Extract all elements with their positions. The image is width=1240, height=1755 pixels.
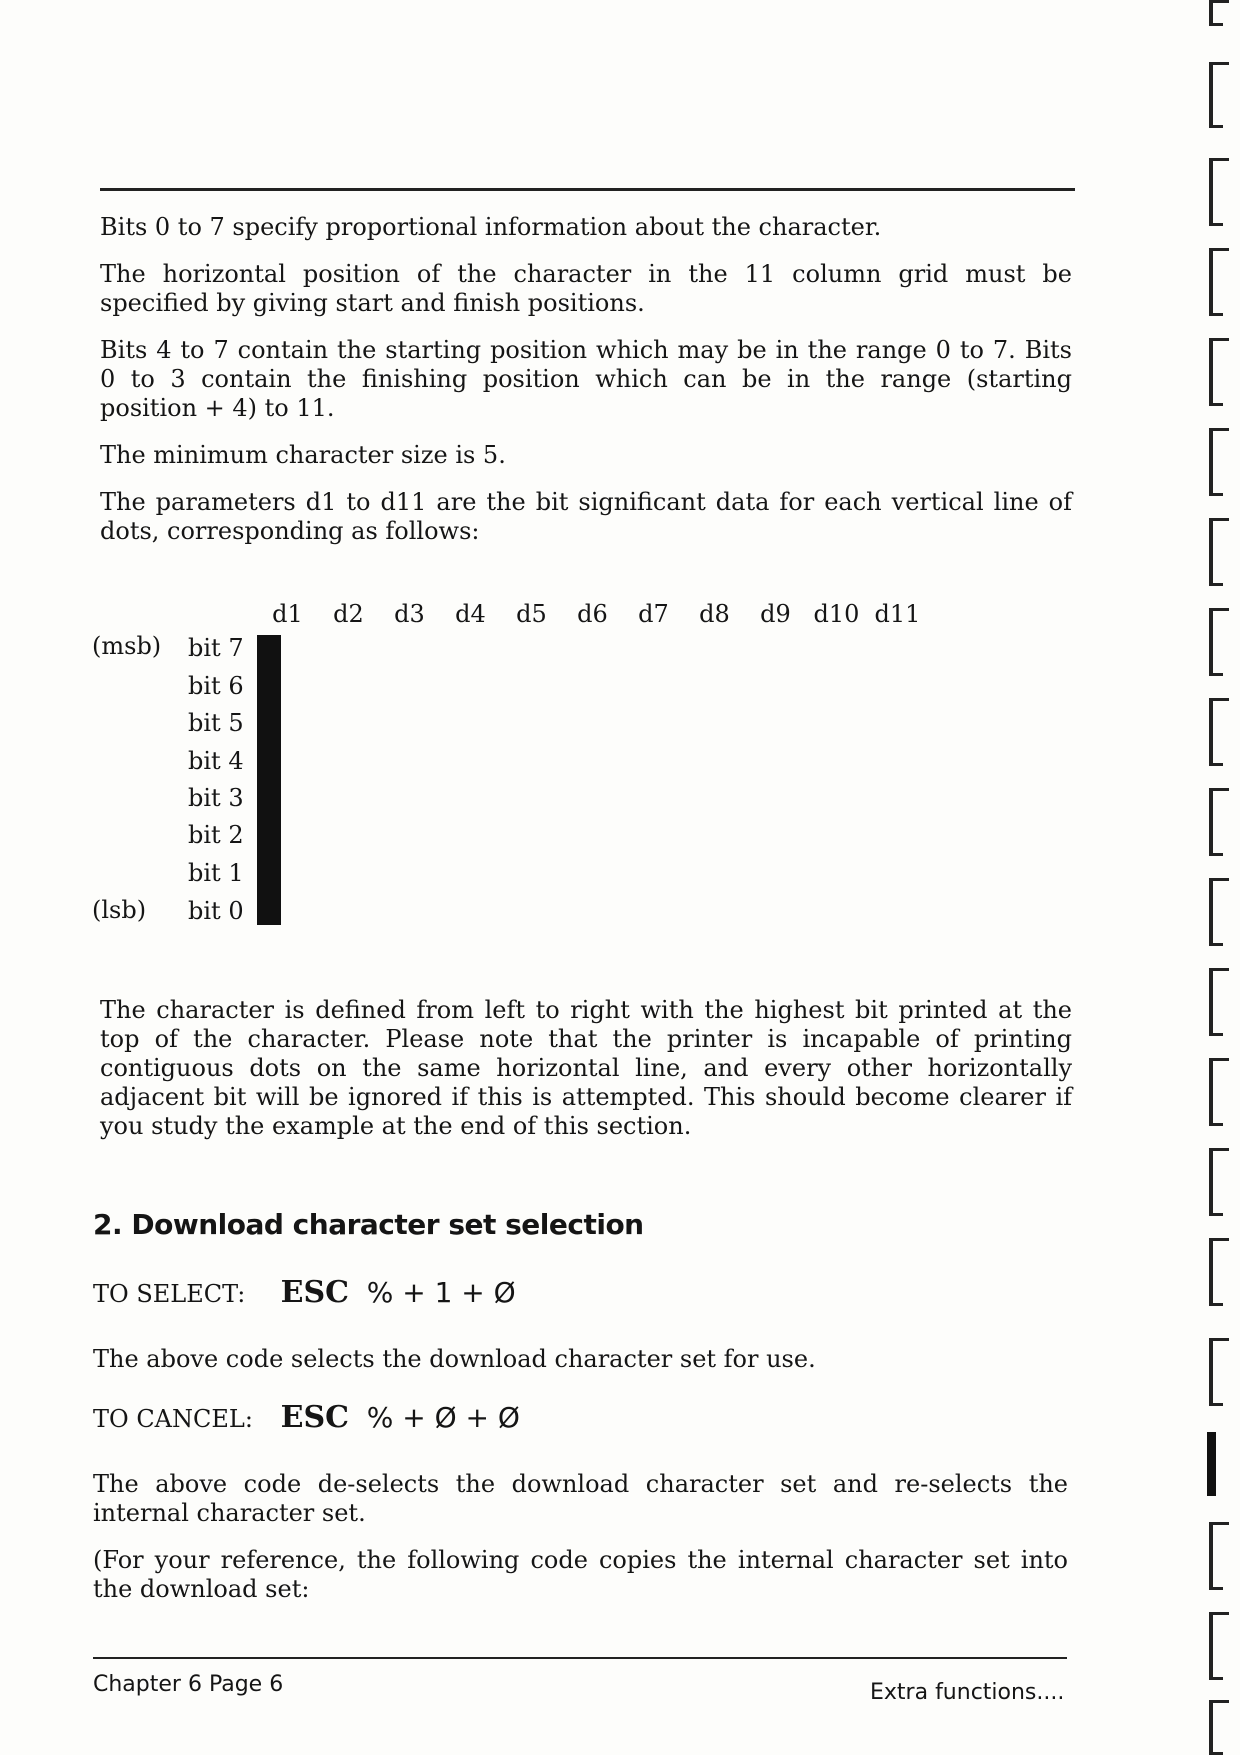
grid-cell [278,852,280,888]
binding-tab-edge [1205,0,1240,1755]
tab-mark [1209,518,1213,586]
grid-row [258,888,280,924]
tab-mark [1209,1338,1213,1406]
column-label: d10 [813,600,860,628]
column-label: d3 [394,600,425,628]
footer-section-label: Extra functions.... [870,1680,1065,1705]
grid-row [258,744,280,780]
grid-cell [278,636,280,672]
intro-paragraph-5: The parameters d1 to d11 are the bit significant data for each vertical line of dots, corresponding as follows: [100,488,1072,545]
row-label: bit 1 [188,859,244,887]
select-description: The above code selects the download character set for use. [93,1345,816,1373]
column-label: d1 [272,600,303,628]
row-label: bit 2 [188,821,244,849]
tab-mark [1209,788,1213,856]
tab-mark [1209,608,1213,676]
tab-mark [1209,158,1213,226]
grid-row [258,636,280,672]
intro-paragraph-1: Bits 0 to 7 specify proportional information about the character. [100,213,882,241]
after-grid-paragraph: The character is defined from left to right with the highest bit printed at the top of the character. Please note that the printer is incapable of printing contiguous dots on the same horizontal line, and every other horizontally adjacent bit will be ignored if this is attempted. This should become clearer if you study the example at the end of this section. [100,996,1072,1140]
bit-grid [257,635,281,925]
grid-cell [278,888,280,924]
row-label: bit 0 [188,897,244,925]
cancel-label: TO CANCEL: [93,1405,253,1433]
grid-row [258,672,280,708]
grid-cell [278,672,280,708]
select-description-block [93,1345,1065,1392]
tab-mark [1209,1238,1213,1306]
grid-row [258,852,280,888]
grid-row [258,708,280,744]
column-label: d8 [699,600,730,628]
row-label: bit 7 [188,634,244,662]
intro-paragraph-3: Bits 4 to 7 contain the starting position which may be in the range 0 to 7. Bits 0 to 3 contain the finishing position which can be in the range (starting position + 4) to 11. [100,336,1072,422]
select-code-line [93,1275,516,1310]
after-grid-block [100,996,1072,1159]
tab-mark [1209,1612,1213,1680]
select-label: TO SELECT: [93,1280,246,1308]
cancel-sequence: % + Ø + Ø [366,1401,520,1434]
intro-paragraph-2: The horizontal position of the character in the 11 column grid must be specified by giving start and finish positions. [100,260,1072,317]
row-label: bit 3 [188,784,244,812]
lsb-label: (lsb) [92,896,147,924]
grid-row [258,780,280,816]
top-rule [100,188,1075,191]
tab-mark [1209,338,1213,406]
msb-label: (msb) [92,632,162,660]
intro-paragraph-4: The minimum character size is 5. [100,441,506,469]
select-esc: ESC [280,1275,350,1310]
footer-page-label: Chapter 6 Page 6 [93,1672,284,1697]
tab-mark [1209,878,1213,946]
tab-mark [1209,698,1213,766]
column-label: d4 [455,600,486,628]
column-label: d11 [874,600,921,628]
select-sequence: % + 1 + Ø [366,1276,516,1309]
section-title: 2. Download character set selection [93,1208,644,1241]
column-label: d9 [760,600,791,628]
reference-paragraph: (For your reference, the following code copies the internal character set into the download set: [93,1546,1068,1603]
intro-block [100,213,1072,564]
grid-cell [278,744,280,780]
tab-solid-mark [1207,1432,1216,1496]
cancel-code-line [93,1400,520,1435]
row-label: bit 6 [188,672,244,700]
grid-cell [278,780,280,816]
tab-mark [1209,1058,1213,1126]
tab-mark [1209,428,1213,496]
cancel-description-block [93,1470,1068,1622]
column-labels [257,600,937,630]
tab-mark [1209,1148,1213,1216]
tab-mark [1209,1522,1213,1590]
column-label: d5 [516,600,547,628]
grid-cell [278,816,280,852]
tab-mark [1209,248,1213,316]
cancel-esc: ESC [280,1400,350,1435]
column-label: d2 [333,600,364,628]
tab-mark [1209,62,1213,128]
bottom-rule [93,1657,1067,1659]
column-label: d7 [638,600,669,628]
cancel-description: The above code de-selects the download character set and re-selects the internal character set. [93,1470,1068,1527]
tab-mark [1209,0,1213,26]
row-label: bit 5 [188,709,244,737]
grid-row [258,816,280,852]
tab-mark [1209,968,1213,1036]
row-label: bit 4 [188,747,244,775]
column-label: d6 [577,600,608,628]
grid-cell [278,708,280,744]
tab-mark [1209,1700,1213,1755]
